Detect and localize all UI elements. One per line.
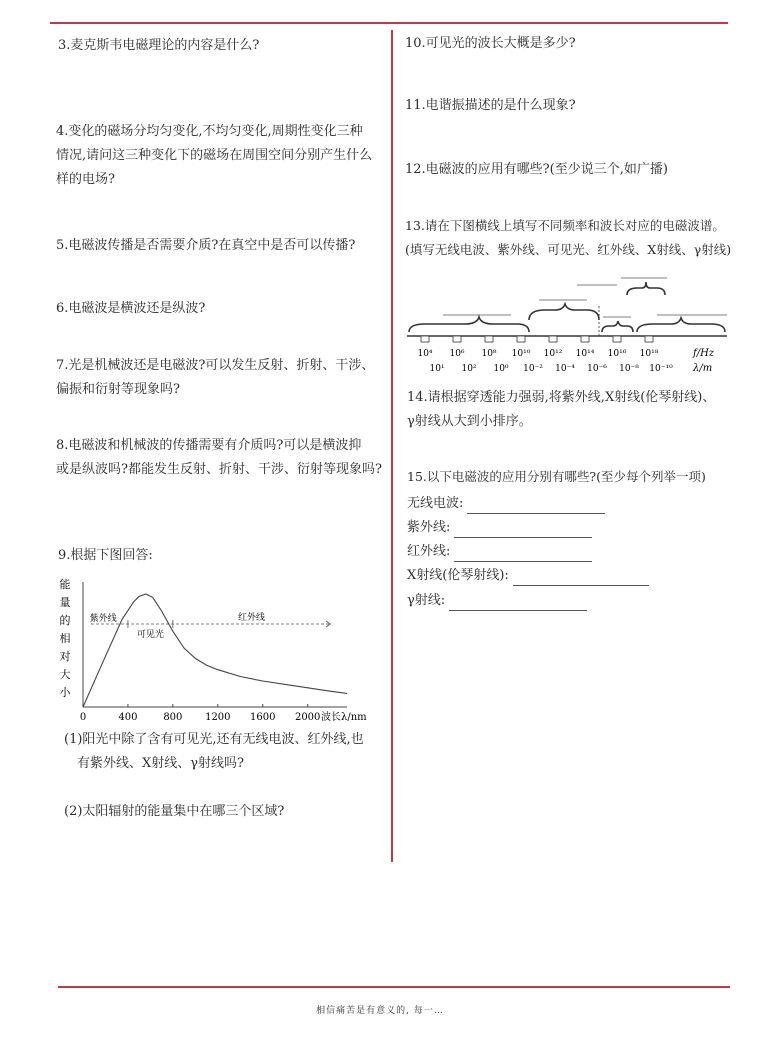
- x-tick-label: 1200: [205, 712, 231, 723]
- wave-unit: λ/m: [693, 363, 713, 374]
- freq-tick-label: 10¹⁴: [575, 349, 595, 359]
- x-tick-label: 400: [118, 712, 138, 723]
- freq-tick-label: 10⁸: [481, 349, 497, 359]
- answer-line-ir[interactable]: [454, 547, 592, 562]
- question-12: 12.电磁波的应用有哪些?(至少说三个,如广播): [405, 162, 668, 177]
- freq-tick-label: 10¹²: [543, 349, 563, 359]
- answer-line-gamma[interactable]: [449, 596, 587, 611]
- question-9-1: (1)阳光中除了含有可见光,还有无线电波、红外线,也 有紫外线、X射线、γ射线吗?: [64, 732, 364, 771]
- fill-radio: 无线电波:: [407, 494, 605, 514]
- wave-tick-label: 10¹: [429, 364, 445, 374]
- question-15: 15.以下电磁波的应用分别有哪些?(至少每个列举一项): [407, 469, 706, 484]
- x-tick-label: 2000: [294, 712, 321, 723]
- question-4: 4.变化的磁场分均匀变化,不均匀变化,周期性变化三种 情况,请问这三种变化下的磁场在周围空间分别产生什么 样的电场?: [56, 124, 373, 187]
- spectrum-tick: [517, 336, 525, 342]
- visible-label: 可见光: [136, 630, 164, 640]
- question-10: 10.可见光的波长大概是多少?: [405, 36, 576, 51]
- uv-label: 紫外线: [89, 614, 117, 624]
- wave-tick-label: 10⁻⁸: [619, 364, 639, 374]
- answer-line-radio[interactable]: [467, 499, 605, 514]
- brace-uv: [637, 318, 725, 332]
- question-7: 7.光是机械波还是电磁波?可以发生反射、折射、干涉、 偏振和衍射等现象吗?: [56, 358, 375, 397]
- freq-tick-label: 10¹⁶: [607, 349, 627, 359]
- wave-tick-label: 10⁻⁴: [555, 364, 575, 374]
- freq-tick-label: 10¹⁰: [511, 349, 531, 359]
- question-9: 9.根据下图回答:: [58, 548, 153, 563]
- fill-ir: 红外线:: [407, 542, 592, 562]
- freq-tick-label: 10⁶: [449, 349, 465, 359]
- y-label-char: 对: [59, 650, 71, 663]
- solar-energy-chart: [55, 572, 380, 732]
- fill-gamma: γ射线:: [407, 591, 587, 611]
- spectrum-tick: [485, 336, 493, 342]
- wave-tick-label: 10²: [461, 364, 477, 374]
- y-axis-label: [60, 577, 72, 699]
- spectrum-tick: [581, 336, 589, 342]
- spectrum-tick: [453, 336, 461, 342]
- y-label-char: 小: [59, 686, 71, 699]
- question-9-2: (2)太阳辐射的能量集中在哪三个区域?: [64, 804, 285, 819]
- brace-radio: [409, 317, 529, 332]
- spectrum-tick: [549, 336, 557, 342]
- bottom-rule: [58, 986, 730, 988]
- x-tick-label: 1600: [250, 712, 276, 723]
- ir-label: 红外线: [238, 613, 266, 623]
- x-tick-label: 0: [79, 712, 87, 723]
- freq-tick-label: 10¹⁸: [639, 349, 659, 359]
- brace-ir: [529, 304, 599, 320]
- wave-tick-label: 10⁰: [493, 364, 509, 374]
- question-14: 14.请根据穿透能力强弱,将紫外线,X射线(伦琴射线)、 γ射线从大到小排序。: [407, 390, 716, 429]
- wave-tick-label: 10⁻⁶: [587, 364, 607, 374]
- brace-visible: [602, 321, 633, 332]
- energy-curve: [83, 594, 347, 707]
- y-label-char: 能: [59, 578, 71, 591]
- answer-line-uv[interactable]: [454, 523, 592, 538]
- x-axis-label: 波长λ/nm: [321, 712, 367, 723]
- top-rule: [50, 22, 728, 24]
- spectrum-tick: [613, 336, 621, 342]
- em-spectrum-diagram: [405, 270, 730, 378]
- question-13: 13.请在下图横线上填写不同频率和波长对应的电磁波谱。 (填写无线电波、紫外线、可见光、红外线、X射线、γ射线): [405, 218, 732, 257]
- y-label-char: 相: [59, 632, 71, 645]
- freq-unit: f/Hz: [693, 348, 715, 359]
- question-3: 3.麦克斯韦电磁理论的内容是什么?: [58, 38, 260, 53]
- y-label-char: 大: [59, 668, 71, 681]
- x-tick-label: 800: [163, 712, 183, 723]
- y-label-char: 的: [59, 614, 71, 627]
- fill-xray: X射线(伦琴射线):: [407, 566, 649, 586]
- fill-uv: 紫外线:: [407, 518, 592, 538]
- question-11: 11.电谐振描述的是什么现象?: [405, 98, 576, 113]
- footer-motto: 相信痛苦是有意义的, 每一…: [316, 1006, 444, 1016]
- spectrum-tick: [421, 336, 429, 342]
- wave-tick-label: 10⁻¹⁰: [649, 364, 673, 374]
- question-5: 5.电磁波传播是否需要介质?在真空中是否可以传播?: [56, 238, 356, 253]
- question-8: 8.电磁波和机械波的传播需要有介质吗?可以是横波抑 或是纵波吗?都能发生反射、折射、干涉、衍射等现象吗?: [56, 438, 382, 477]
- wave-tick-label: 10⁻²: [523, 364, 543, 374]
- freq-tick-label: 10⁴: [417, 349, 433, 359]
- y-label-char: 量: [59, 596, 71, 609]
- answer-line-xray[interactable]: [513, 571, 649, 586]
- spectrum-tick: [645, 336, 653, 342]
- column-divider: [391, 30, 393, 862]
- question-6: 6.电磁波是横波还是纵波?: [56, 301, 206, 316]
- brace-gamma: [627, 282, 665, 295]
